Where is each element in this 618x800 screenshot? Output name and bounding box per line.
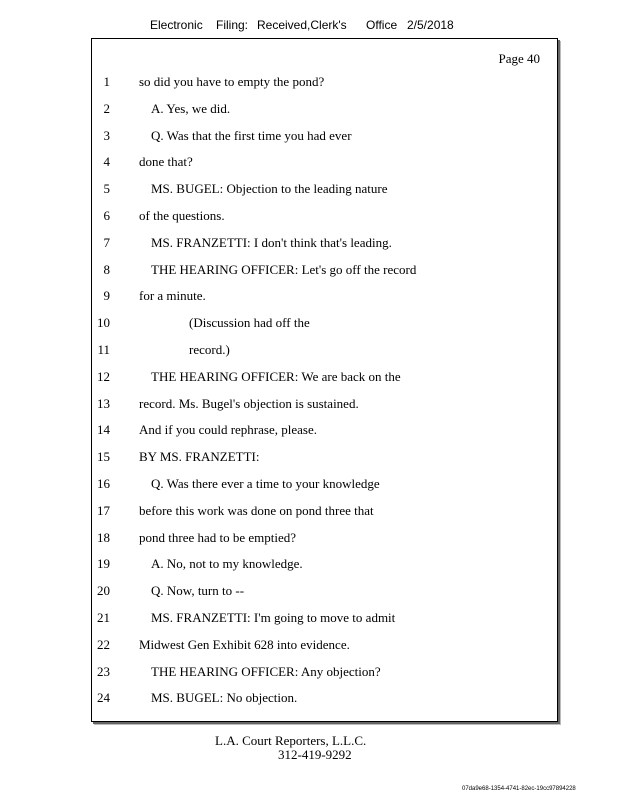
transcript-line <box>92 610 557 628</box>
line-number: 23 <box>97 663 110 679</box>
line-number: 14 <box>97 422 110 438</box>
transcript-page <box>91 38 558 722</box>
transcript-line <box>92 583 557 601</box>
line-text: record.) <box>189 342 230 357</box>
line-text: pond three had to be emptied? <box>139 529 297 545</box>
line-number: 24 <box>97 690 110 706</box>
reporter-phone: 312-419-9292 <box>278 747 352 762</box>
line-number: 10 <box>97 315 110 331</box>
line-number: 3 <box>103 127 110 143</box>
line-text: (Discussion had off the <box>189 315 310 331</box>
line-number: 18 <box>97 529 110 545</box>
line-number: 1 <box>103 74 110 89</box>
transcript-line <box>92 181 557 199</box>
line-text: MS. BUGEL: Objection to the leading nature <box>151 181 388 197</box>
line-text: for a minute. <box>139 288 206 304</box>
filing-stamp-header <box>0 18 618 34</box>
transcript-line <box>92 530 557 548</box>
line-text: A. Yes, we did. <box>151 100 231 116</box>
line-text: Midwest Gen Exhibit 628 into evidence. <box>139 636 350 652</box>
line-text: Q. Was that the first time you had ever <box>151 127 352 143</box>
line-number: 12 <box>97 368 110 384</box>
line-text: done that? <box>139 154 193 170</box>
line-number: 8 <box>103 261 110 277</box>
transcript-line <box>92 396 557 414</box>
line-number: 4 <box>103 154 110 170</box>
line-number: 9 <box>103 288 110 304</box>
line-text: A. No, not to my knowledge. <box>151 556 303 572</box>
header-office: Office <box>366 18 398 32</box>
line-text: MS. BUGEL: No objection. <box>151 690 298 706</box>
transcript-line <box>92 288 557 306</box>
transcript-line <box>92 556 557 574</box>
line-number: 15 <box>97 449 110 465</box>
line-text: MS. FRANZETTI: I'm going to move to admit <box>151 610 396 625</box>
line-number: 16 <box>97 476 110 491</box>
line-text: so did you have to empty the pond? <box>139 74 325 89</box>
line-text: before this work was done on pond three that <box>139 502 374 518</box>
line-number: 11 <box>97 342 110 357</box>
transcript-line <box>92 262 557 280</box>
line-number: 17 <box>97 502 110 518</box>
header-received: Received,Clerk's <box>257 18 347 32</box>
transcript-line <box>92 208 557 226</box>
line-number: 22 <box>97 636 110 652</box>
transcript-line <box>92 235 557 253</box>
line-text: THE HEARING OFFICER: Let's go off the record <box>151 261 417 277</box>
line-number: 19 <box>97 556 110 572</box>
transcript-line <box>92 637 557 655</box>
line-number: 6 <box>103 208 110 223</box>
line-number: 20 <box>97 583 110 599</box>
line-number: 21 <box>97 610 110 625</box>
header-electronic: Electronic <box>150 18 203 32</box>
transcript-line <box>92 664 557 682</box>
transcript-line <box>92 369 557 387</box>
transcript-line <box>92 449 557 467</box>
transcript-line <box>92 476 557 494</box>
transcript-line <box>92 101 557 119</box>
line-text: And if you could rephrase, please. <box>139 422 317 438</box>
line-number: 7 <box>103 234 110 250</box>
transcript-line <box>92 128 557 146</box>
line-number: 13 <box>97 395 110 411</box>
line-text: Q. Was there ever a time to your knowledge <box>151 476 380 491</box>
line-text: Q. Now, turn to -- <box>151 583 245 599</box>
line-text: THE HEARING OFFICER: Any objection? <box>151 663 381 679</box>
line-number: 5 <box>103 181 110 197</box>
line-text: BY MS. FRANZETTI: <box>139 449 260 465</box>
reporter-name: L.A. Court Reporters, L.L.C. <box>215 733 367 748</box>
line-text: of the questions. <box>139 208 225 223</box>
transcript-line <box>92 315 557 333</box>
transcript-line <box>92 74 557 92</box>
page-number: Page 40 <box>498 51 540 66</box>
transcript-line <box>92 154 557 172</box>
transcript-line <box>92 503 557 521</box>
transcript-line <box>92 690 557 708</box>
line-number: 2 <box>103 100 110 116</box>
header-filing: Filing: <box>216 18 249 32</box>
document-id: 07da9e68-1354-4741-82ec-19cc97894228 <box>462 786 576 792</box>
line-text: THE HEARING OFFICER: We are back on the <box>151 368 401 384</box>
transcript-line <box>92 342 557 360</box>
header-date: 2/5/2018 <box>407 18 454 32</box>
transcript-line <box>92 422 557 440</box>
line-text: MS. FRANZETTI: I don't think that's leading. <box>151 234 392 250</box>
line-text: record. Ms. Bugel's objection is sustained. <box>139 395 359 411</box>
